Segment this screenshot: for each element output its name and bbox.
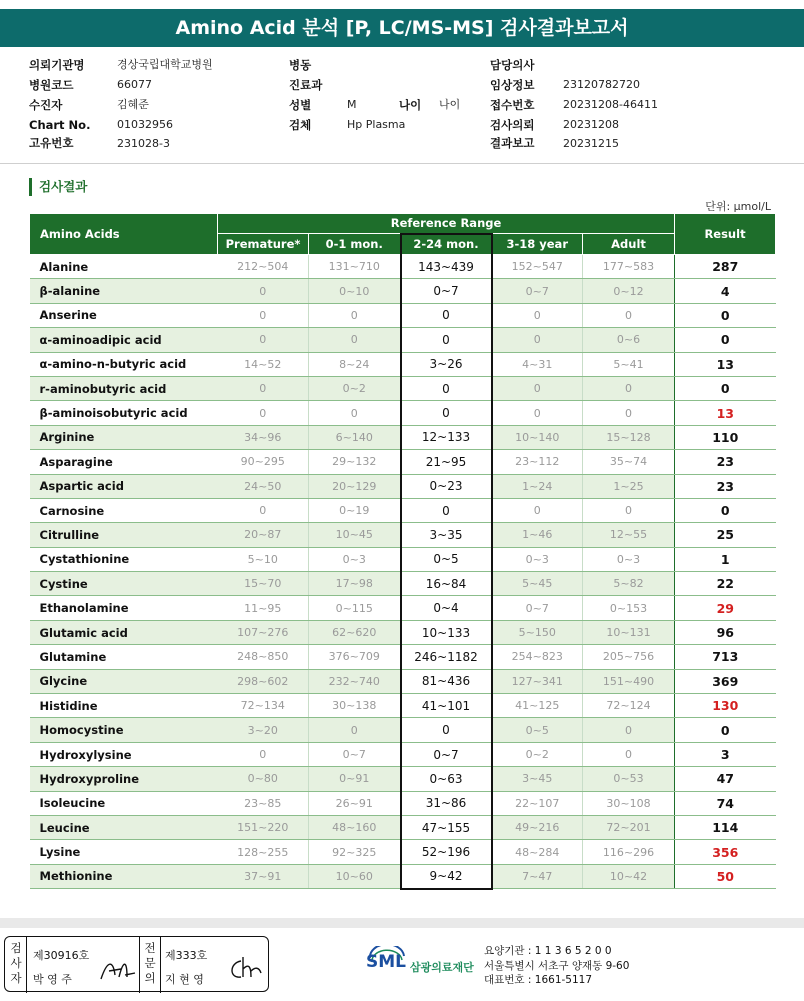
reference-range-cell: 31~86: [401, 791, 492, 815]
result-value: 369: [675, 669, 776, 693]
reference-range-cell: 3~20: [218, 718, 309, 742]
reference-range-cell: 0: [401, 328, 492, 352]
info-label: 성별: [289, 98, 312, 112]
reference-range-cell: 0~7: [492, 279, 583, 303]
result-value: 0: [675, 328, 776, 352]
reference-range-cell: 205~756: [583, 645, 675, 669]
reference-range-cell: 3~45: [492, 767, 583, 791]
table-row: [30, 645, 776, 669]
reference-range-cell: 81~436: [401, 669, 492, 693]
reference-range-cell: 3~35: [401, 523, 492, 547]
reference-range-cell: 20~87: [218, 523, 309, 547]
reference-range-cell: 254~823: [492, 645, 583, 669]
info-label: 진료과: [289, 78, 323, 92]
result-value: 1: [675, 547, 776, 571]
examiner-label: 검 사 자: [10, 941, 22, 985]
reviewer-label: 전 문 의: [144, 941, 156, 985]
reference-range-cell: 0: [218, 742, 309, 766]
reference-range-cell: 376~709: [309, 645, 401, 669]
divider: [26, 937, 27, 993]
reference-range-cell: 151~220: [218, 815, 309, 839]
table-row: [30, 742, 776, 766]
reference-range-cell: 0: [401, 718, 492, 742]
result-value: 50: [675, 864, 776, 888]
reference-range-cell: 72~124: [583, 694, 675, 718]
address-line: 요양기관 : 1 1 3 6 5 2 0 0: [484, 945, 612, 957]
result-value: 130: [675, 694, 776, 718]
result-value: 23: [675, 450, 776, 474]
amino-acid-name: Leucine: [30, 815, 218, 839]
table-row: [30, 523, 776, 547]
reference-range-cell: 90~295: [218, 450, 309, 474]
reference-range-cell: 72~201: [583, 815, 675, 839]
reference-range-cell: 10~140: [492, 425, 583, 449]
reference-range-cell: 0: [583, 718, 675, 742]
amino-acid-name: Asparagine: [30, 450, 218, 474]
amino-acid-name: Cystathionine: [30, 547, 218, 571]
table-row: [30, 694, 776, 718]
reference-range-cell: 248~850: [218, 645, 309, 669]
divider: [160, 937, 161, 993]
reference-range-cell: 15~70: [218, 572, 309, 596]
table-row: [30, 450, 776, 474]
reference-range-cell: 0~23: [401, 474, 492, 498]
table-row: [30, 767, 776, 791]
reference-range-cell: 0: [583, 303, 675, 327]
result-value: 0: [675, 718, 776, 742]
info-value: 20231208-46411: [563, 98, 658, 111]
subheader-2-24-mon: 2-24 mon.: [401, 234, 492, 255]
reference-range-cell: 49~216: [492, 815, 583, 839]
reference-range-cell: 30~108: [583, 791, 675, 815]
table-row: [30, 303, 776, 327]
reference-range-cell: 246~1182: [401, 645, 492, 669]
reference-range-cell: 6~140: [309, 425, 401, 449]
result-value: 29: [675, 596, 776, 620]
reference-range-cell: 0: [583, 401, 675, 425]
reference-range-cell: 5~45: [492, 572, 583, 596]
reference-range-cell: 37~91: [218, 864, 309, 888]
amino-acid-name: α-amino-n-butyric acid: [30, 352, 218, 376]
table-row: [30, 815, 776, 839]
results-table: [29, 213, 776, 890]
amino-acid-name: Citrulline: [30, 523, 218, 547]
result-value: 13: [675, 352, 776, 376]
result-value: 13: [675, 401, 776, 425]
subheader-0-1-mon: 0-1 mon.: [309, 234, 401, 255]
reference-range-cell: 151~490: [583, 669, 675, 693]
result-value: 22: [675, 572, 776, 596]
reference-range-cell: 0~7: [401, 742, 492, 766]
reference-range-cell: 0: [492, 303, 583, 327]
logo-text: SML: [366, 952, 406, 972]
reference-range-cell: 0: [309, 401, 401, 425]
reference-range-cell: 0: [309, 303, 401, 327]
age-label: 나이: [399, 98, 422, 112]
header-divider: [0, 163, 804, 164]
info-value: 231028-3: [117, 137, 170, 150]
reference-range-cell: 0~2: [492, 742, 583, 766]
reference-range-cell: 298~602: [218, 669, 309, 693]
reference-range-cell: 20~129: [309, 474, 401, 498]
info-value: M: [347, 98, 357, 111]
reference-range-cell: 0~115: [309, 596, 401, 620]
reference-range-cell: 41~125: [492, 694, 583, 718]
amino-acid-name: β-alanine: [30, 279, 218, 303]
reference-range-cell: 0~7: [309, 742, 401, 766]
reference-range-cell: 0: [218, 498, 309, 522]
reference-range-cell: 0~4: [401, 596, 492, 620]
signature-box: [4, 936, 269, 992]
info-label: 병원코드: [29, 78, 74, 92]
info-label: 고유번호: [29, 136, 74, 150]
reference-range-cell: 131~710: [309, 255, 401, 279]
reference-range-cell: 0: [401, 303, 492, 327]
amino-acid-name: Aspartic acid: [30, 474, 218, 498]
reference-range-cell: 30~138: [309, 694, 401, 718]
reference-range-cell: 3~26: [401, 352, 492, 376]
org-name: 삼광의료재단: [410, 961, 474, 974]
amino-acid-name: Hydroxylysine: [30, 742, 218, 766]
reference-range-cell: 1~46: [492, 523, 583, 547]
reference-range-cell: 232~740: [309, 669, 401, 693]
reviewer-license: 제333호: [165, 949, 208, 962]
info-label: 병동: [289, 58, 312, 72]
col-header-reference-range: Reference Range: [218, 214, 675, 234]
result-value: 114: [675, 815, 776, 839]
reference-range-cell: 52~196: [401, 840, 492, 864]
info-label: 의뢰기관명: [29, 58, 85, 72]
reference-range-cell: 34~96: [218, 425, 309, 449]
info-label: 임상정보: [490, 78, 535, 92]
reference-range-cell: 0: [218, 376, 309, 400]
info-value: Hp Plasma: [347, 118, 406, 131]
result-value: 96: [675, 620, 776, 644]
amino-acid-name: β-aminoisobutyric acid: [30, 401, 218, 425]
section-title: 검사결과: [29, 178, 87, 196]
reference-range-cell: 0: [309, 718, 401, 742]
table-row: [30, 498, 776, 522]
reference-range-cell: 0~7: [401, 279, 492, 303]
reference-range-cell: 0: [218, 328, 309, 352]
amino-acid-name: Carnosine: [30, 498, 218, 522]
reference-range-cell: 12~55: [583, 523, 675, 547]
reference-range-cell: 72~134: [218, 694, 309, 718]
address-line: 대표번호 : 1661-5117: [484, 974, 593, 986]
result-value: 0: [675, 498, 776, 522]
reference-range-cell: 41~101: [401, 694, 492, 718]
table-row: [30, 328, 776, 352]
reference-range-cell: 14~52: [218, 352, 309, 376]
reference-range-cell: 128~255: [218, 840, 309, 864]
info-value: 23120782720: [563, 78, 640, 91]
reference-range-cell: 26~91: [309, 791, 401, 815]
reference-range-cell: 0~7: [492, 596, 583, 620]
result-value: 287: [675, 255, 776, 279]
amino-acid-name: Hydroxyproline: [30, 767, 218, 791]
reference-range-cell: 0~6: [583, 328, 675, 352]
reference-range-cell: 35~74: [583, 450, 675, 474]
reference-range-cell: 5~82: [583, 572, 675, 596]
reference-range-cell: 0: [583, 376, 675, 400]
result-value: 47: [675, 767, 776, 791]
table-row: [30, 596, 776, 620]
reference-range-cell: 62~620: [309, 620, 401, 644]
result-value: 74: [675, 791, 776, 815]
reference-range-cell: 0: [492, 328, 583, 352]
patient-info-col3: [490, 55, 690, 152]
amino-acid-name: Isoleucine: [30, 791, 218, 815]
reference-range-cell: 0~12: [583, 279, 675, 303]
reference-range-cell: 177~583: [583, 255, 675, 279]
age-value: 나이: [439, 98, 461, 111]
reference-range-cell: 5~41: [583, 352, 675, 376]
table-row: [30, 352, 776, 376]
reference-range-cell: 0: [401, 498, 492, 522]
report-footer: [0, 928, 804, 1001]
result-value: 0: [675, 303, 776, 327]
reference-range-cell: 1~24: [492, 474, 583, 498]
reference-range-cell: 12~133: [401, 425, 492, 449]
reference-range-cell: 5~150: [492, 620, 583, 644]
reference-range-cell: 10~60: [309, 864, 401, 888]
result-value: 23: [675, 474, 776, 498]
reference-range-cell: 92~325: [309, 840, 401, 864]
patient-info-col2: [289, 55, 479, 135]
amino-acid-name: Ethanolamine: [30, 596, 218, 620]
reference-range-cell: 0: [218, 401, 309, 425]
reference-range-cell: 16~84: [401, 572, 492, 596]
table-row: [30, 718, 776, 742]
reference-range-cell: 0~5: [401, 547, 492, 571]
address-line: 서울특별시 서초구 양재동 9-60: [484, 959, 630, 972]
amino-acid-name: Alanine: [30, 255, 218, 279]
reference-range-cell: 107~276: [218, 620, 309, 644]
examiner-name: 박 영 주: [33, 973, 72, 986]
reference-range-cell: 0~2: [309, 376, 401, 400]
reference-range-cell: 23~112: [492, 450, 583, 474]
info-label: 접수번호: [490, 98, 535, 112]
reference-range-cell: 0: [218, 303, 309, 327]
reference-range-cell: 10~45: [309, 523, 401, 547]
reference-range-cell: 0~19: [309, 498, 401, 522]
amino-acid-name: Lysine: [30, 840, 218, 864]
table-row: [30, 864, 776, 888]
patient-info-col1: [29, 55, 269, 152]
table-row: [30, 425, 776, 449]
table-row: [30, 620, 776, 644]
result-value: 110: [675, 425, 776, 449]
reference-range-cell: 116~296: [583, 840, 675, 864]
amino-acid-name: Histidine: [30, 694, 218, 718]
reference-range-cell: 0~5: [492, 718, 583, 742]
info-value: 김혜준: [117, 98, 149, 111]
amino-acid-name: Anserine: [30, 303, 218, 327]
amino-acid-name: Glutamine: [30, 645, 218, 669]
info-label: 검사의뢰: [490, 118, 535, 132]
reference-range-cell: 0~53: [583, 767, 675, 791]
examiner-license: 제30916호: [33, 949, 90, 962]
result-value: 0: [675, 376, 776, 400]
table-row: [30, 474, 776, 498]
reference-range-cell: 9~42: [401, 864, 492, 888]
result-value: 713: [675, 645, 776, 669]
reference-range-cell: 143~439: [401, 255, 492, 279]
subheader-3-18-year: 3-18 year: [492, 234, 583, 255]
reference-range-cell: 4~31: [492, 352, 583, 376]
result-value: 356: [675, 840, 776, 864]
info-value: 66077: [117, 78, 152, 91]
reference-range-cell: 15~128: [583, 425, 675, 449]
reference-range-cell: 48~160: [309, 815, 401, 839]
info-label: 검체: [289, 118, 312, 132]
reference-range-cell: 0~80: [218, 767, 309, 791]
table-row: [30, 401, 776, 425]
amino-acid-name: r-aminobutyric acid: [30, 376, 218, 400]
reference-range-cell: 0: [401, 401, 492, 425]
amino-acid-name: α-aminoadipic acid: [30, 328, 218, 352]
reference-range-cell: 0: [583, 498, 675, 522]
reference-range-cell: 10~42: [583, 864, 675, 888]
reference-range-cell: 29~132: [309, 450, 401, 474]
reference-range-cell: 1~25: [583, 474, 675, 498]
reference-range-cell: 22~107: [492, 791, 583, 815]
table-row: [30, 376, 776, 400]
reference-range-cell: 0~63: [401, 767, 492, 791]
results-body: [30, 255, 776, 889]
table-row: [30, 279, 776, 303]
reference-range-cell: 48~284: [492, 840, 583, 864]
reference-range-cell: 10~131: [583, 620, 675, 644]
table-row: [30, 669, 776, 693]
reference-range-cell: 0: [401, 376, 492, 400]
table-row: [30, 572, 776, 596]
reference-range-cell: 0~153: [583, 596, 675, 620]
result-value: 3: [675, 742, 776, 766]
info-value: 20231208: [563, 118, 619, 131]
reference-range-cell: 212~504: [218, 255, 309, 279]
info-label: 수진자: [29, 98, 63, 112]
reviewer-name: 지 현 영: [165, 973, 204, 986]
reference-range-cell: 0~3: [309, 547, 401, 571]
reference-range-cell: 10~133: [401, 620, 492, 644]
reference-range-cell: 0~3: [583, 547, 675, 571]
reference-range-cell: 7~47: [492, 864, 583, 888]
table-row: [30, 547, 776, 571]
reference-range-cell: 0: [309, 328, 401, 352]
result-value: 4: [675, 279, 776, 303]
reference-range-cell: 0~10: [309, 279, 401, 303]
amino-acid-name: Methionine: [30, 864, 218, 888]
reference-range-cell: 0: [492, 401, 583, 425]
subheader-premature: Premature*: [218, 234, 309, 255]
report-title: Amino Acid 분석 [P, LC/MS-MS] 검사결과보고서: [0, 9, 804, 47]
reference-range-cell: 5~10: [218, 547, 309, 571]
info-value: 01032956: [117, 118, 173, 131]
amino-acid-name: Arginine: [30, 425, 218, 449]
reference-range-cell: 152~547: [492, 255, 583, 279]
reference-range-cell: 17~98: [309, 572, 401, 596]
reference-range-cell: 0~91: [309, 767, 401, 791]
reference-range-cell: 47~155: [401, 815, 492, 839]
divider: [139, 937, 140, 993]
reference-range-cell: 0: [492, 498, 583, 522]
examiner-signature-icon: [97, 955, 137, 985]
amino-acid-name: Cystine: [30, 572, 218, 596]
org-address: [484, 944, 629, 988]
reference-range-cell: 0~3: [492, 547, 583, 571]
reference-range-cell: 11~95: [218, 596, 309, 620]
reference-range-cell: 8~24: [309, 352, 401, 376]
reference-range-cell: 21~95: [401, 450, 492, 474]
info-label: Chart No.: [29, 118, 91, 132]
reference-range-cell: 0: [492, 376, 583, 400]
table-row: [30, 791, 776, 815]
col-header-amino-acids: Amino Acids: [30, 214, 218, 255]
table-row: [30, 255, 776, 279]
amino-acid-name: Glycine: [30, 669, 218, 693]
info-label: 결과보고: [490, 136, 535, 150]
info-value: 경상국립대학교병원: [117, 58, 213, 71]
unit-label: 단위: μmol/L: [705, 200, 771, 213]
reference-range-cell: 23~85: [218, 791, 309, 815]
reference-range-cell: 0: [583, 742, 675, 766]
amino-acid-name: Glutamic acid: [30, 620, 218, 644]
subheader-adult: Adult: [583, 234, 675, 255]
reference-range-cell: 0: [218, 279, 309, 303]
reviewer-signature-icon: [227, 953, 265, 983]
reference-range-cell: 127~341: [492, 669, 583, 693]
amino-acid-name: Homocystine: [30, 718, 218, 742]
col-header-result: Result: [675, 214, 776, 255]
info-value: 20231215: [563, 137, 619, 150]
result-value: 25: [675, 523, 776, 547]
reference-range-cell: 24~50: [218, 474, 309, 498]
table-row: [30, 840, 776, 864]
info-label: 담당의사: [490, 58, 535, 72]
